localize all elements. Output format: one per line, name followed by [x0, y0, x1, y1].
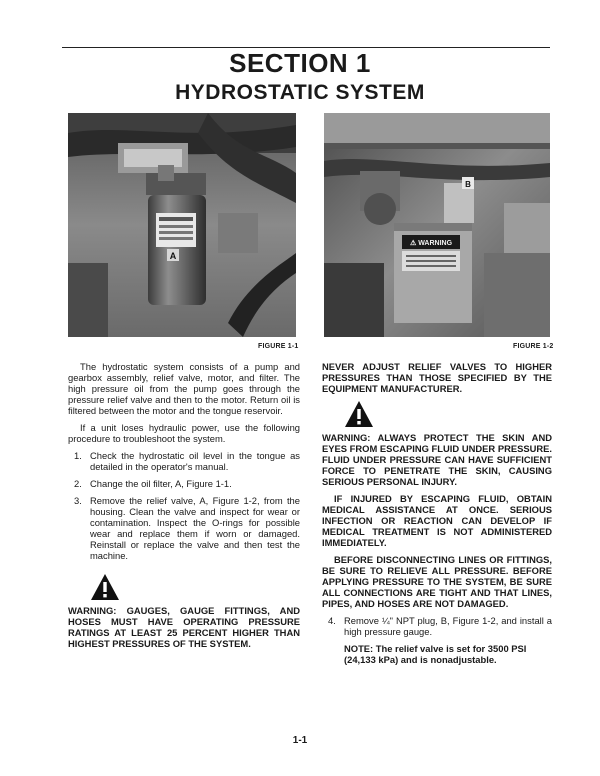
figure-1-1-label-a: A [169, 251, 177, 261]
list-item [68, 478, 300, 489]
figure-1-2-label-b: B [465, 180, 471, 189]
warning-triangle-icon [344, 400, 374, 428]
step-text: Check the hydrostatic oil level in the tongue as detailed in the operator's manual. [90, 450, 300, 472]
right-column [322, 361, 552, 671]
disconnect-notice: BEFORE DISCONNECTING LINES OR FITTINGS, BE SURE TO RELIEVE ALL PRESSURE. BEFORE APPLYING PRESSURE TO THE SYSTEM, BE SURE ALL CONNECTIONS ARE TIGHT AND THAT LINES, PIPES, AND HOSES ARE NOT DAMAGED. [322, 554, 552, 609]
step-number: 2. [74, 478, 82, 489]
step-number: 3. [74, 495, 82, 506]
gauge-warning: WARNING: GAUGES, GAUGE FITTINGS, AND HOSES MUST HAVE OPERATING PRESSURE RATINGS AT LEAST 25 PERCENT HIGHER THAN HIGHEST PRESSURES OF THE SYSTEM. [68, 605, 300, 649]
warning-triangle-icon [90, 573, 120, 601]
step-text: Change the oil filter, A, Figure 1-1. [90, 478, 232, 489]
intro-paragraph: The hydrostatic system consists of a pump and gearbox assembly, relief valve, motor, and filter. The high pressure oil from the pump goes through the pressure relief valve and then to the motor. Return oil is filtered between the motor and the tongue reservoir. [68, 361, 300, 416]
procedure-intro: If a unit loses hydraulic power, use the following procedure to troubleshoot the system. [68, 422, 300, 444]
step-text: Remove ¼" NPT plug, B, Figure 1-2, and install a high pressure gauge. [344, 615, 552, 637]
figure-1-2-photo [324, 113, 550, 337]
list-item [68, 450, 300, 472]
relief-valve-caution: NEVER ADJUST RELIEF VALVES TO HIGHER PRESSURES THAN THOSE SPECIFIED BY THE EQUIPMENT MANUFACTURER. [322, 361, 552, 394]
list-item [322, 615, 552, 637]
step-text: Remove the relief valve, A, Figure 1-2, from the housing. Clean the valve and inspect for wear or contamination. Inspect the O-rings for possible wear and replace them if worn or damaged. Reinstall or replace the valve and then test the machine. [90, 495, 300, 561]
figure-1-2-caption: FIGURE 1-2 [513, 343, 554, 350]
list-item [68, 495, 300, 561]
step-number: 4. [328, 615, 336, 626]
section-number: SECTION 1 [229, 48, 371, 78]
figure-1-1-photo [68, 113, 296, 337]
injury-notice: IF INJURED BY ESCAPING FLUID, OBTAIN MEDICAL ASSISTANCE AT ONCE. SERIOUS INFECTION OR REACTION CAN DEVELOP IF MEDICAL TREATMENT IS NOT ADMINISTERED IMMEDIATELY. [322, 493, 552, 548]
skin-eye-warning: WARNING: ALWAYS PROTECT THE SKIN AND EYES FROM ESCAPING FLUID UNDER PRESSURE. FLUID UNDER PRESSURE CAN HAVE SUFFICIENT FORCE TO PENETRATE THE SKIN, CAUSING SERIOUS PERSONAL INJURY. [322, 432, 552, 487]
section-title: HYDROSTATIC SYSTEM [175, 81, 425, 104]
figure-1-1-caption: FIGURE 1-1 [258, 343, 299, 350]
figure-1-2-warning-decal: ⚠ WARNING [409, 240, 453, 247]
left-column [68, 361, 300, 655]
page-number: 1-1 [292, 735, 308, 746]
step-number: 1. [74, 450, 82, 461]
relief-valve-note: NOTE: The relief valve is set for 3500 PSI (24,133 kPa) and is nonadjustable. [344, 643, 527, 665]
